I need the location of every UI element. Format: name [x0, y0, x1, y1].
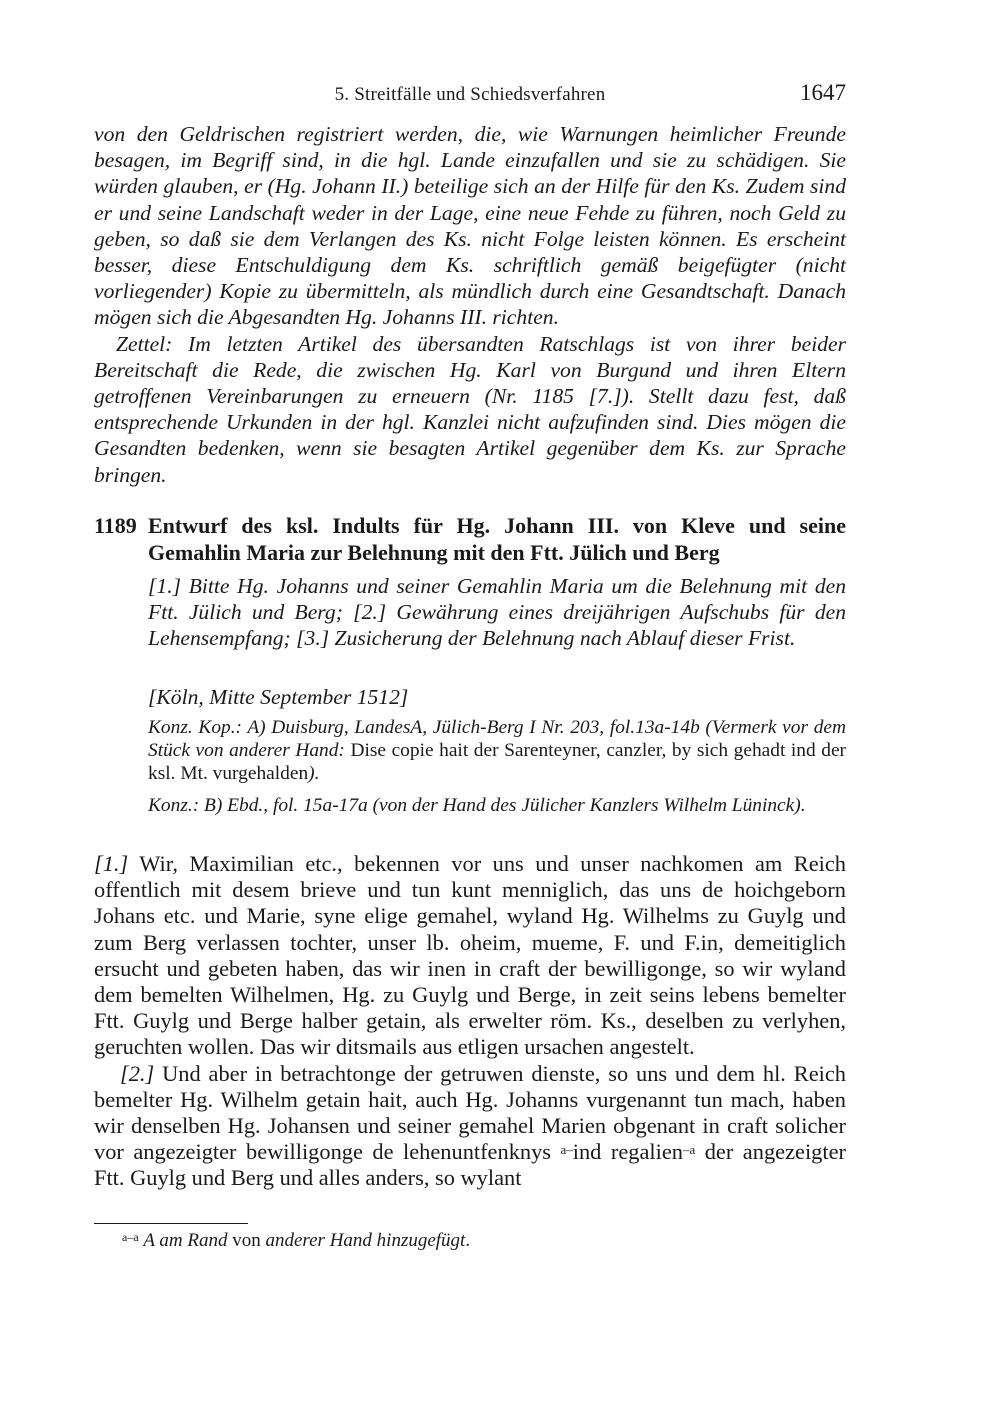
paragraph-2-text-b: ind regalien: [572, 1139, 683, 1165]
source-a: [148, 716, 846, 785]
section-title: 5. Streitfälle und Schiedsverfahren: [334, 84, 606, 105]
source-b: Konz.: B) Ebd., fol. 15a-17a (von der Hand des Jülicher Kanzlers Wilhelm Lüninck).: [148, 795, 806, 816]
paragraph-marker-1: [1.]: [94, 851, 129, 876]
paragraph-2-text-c: der angezeigter Ftt. Guylg und Berg und alles anders, so wylant: [94, 1139, 846, 1191]
entry-title: Entwurf des ksl. Indults für Hg. Johann III. von Kleve und seine Gemahlin Maria zur Belehnung mit den Ftt. Jülich und Berg: [148, 513, 846, 565]
footnote-text-3: anderer Hand hinzugefügt: [265, 1230, 466, 1251]
continuation-text: [94, 121, 846, 488]
text-paragraph-2: [94, 1061, 846, 1192]
source-a-label: Konz. Kop.: A) Duisburg, LandesA, Jülich-Berg I Nr. 203, fol.13a-14b (Vermerk vor dem Stück von anderer Hand:: [148, 717, 846, 761]
continuation-paragraph: von den Geldrischen registriert werden, die, wie Warnungen heimlicher Freunde besagen, im Begriff sind, in die hgl. Lande einzufallen und sie zu schädigen. Sie würden glauben, er (Hg. Johann II.) beteilige sich an der Hilfe für den Ks. Zudem sind er und seine Landschaft weder in der Lage, eine neue Fehde zu führen, noch Geld zu geben, so daß sie dem Verlangen des Ks. nicht Folge leisten können. Es erscheint besser, diese Entschuldigung dem Ks. schriftlich gemäß beigefügter (nicht vorliegender) Kopie zu übermitteln, als mündlich durch eine Gesandtschaft. Danach mögen sich die Abgesandten Hg. Johanns III. richten.: [94, 122, 846, 330]
footnote-a: [122, 1230, 722, 1252]
source-a-quote: Dise copie hait der Sarenteyner, canzler, by sich gehadt ind der ksl. Mt. vurgehalden: [148, 740, 847, 784]
entry-number: 1189: [94, 513, 137, 538]
footnote-mark-close: –a: [682, 1142, 696, 1158]
paragraph-1-text: Wir, Maximilian etc., bekennen vor uns und unser nachkomen am Reich offentlich mit desem brieve und tun kunt menniglich, das uns de hoichgeborn Johans etc. und Marie, syne elige gemahel, wyland Hg. Wilhelms zu Guylg und zum Berg verlassen tochter, unser lb. oheim, mueme, F. und F.in, demeitiglich ersucht und gebeten haben, das wir inen in craft der bewilligonge, so wir wyland dem bemelten Wilhelmen, Hg. zu Guylg und Berge, in zeit seins lebens bemelter Ftt. Guylg und Berge halber getain, als erwelter röm. Ks., deselben zu verlyhen, geruchten wollen. Das wir ditsmails aus etligen ursachen angestelt.: [94, 851, 846, 1060]
source-a-block: [148, 716, 846, 785]
footnote-mark-open: a–: [560, 1142, 573, 1158]
text-paragraph-1: [94, 851, 846, 1061]
paragraph-marker-2: [2.]: [120, 1060, 155, 1086]
entry-regest: [1.] Bitte Hg. Johanns und seiner Gemahlin Maria um die Belehnung mit den Ftt. Jülich und Berg; [2.] Gewährung eines dreijährigen Aufschubs für den Lehensempfang; [3.] Zusicherung der Belehnung nach Ablauf dieser Frist.: [148, 574, 846, 651]
page-number: 1647: [800, 80, 846, 105]
entry-date-block: [148, 684, 846, 710]
running-head: [94, 80, 846, 108]
footnote-rule: [94, 1223, 248, 1224]
zettel-paragraph: Zettel: Im letzten Artikel des übersandten Ratschlags ist von ihrer beider Bereitschaft die Rede, die zwischen Hg. Karl von Burgund und ihren Eltern getroffenen Vereinbarungen zu erneuern (Nr. 1185 [7.]). Stellt dazu fest, daß entsprechende Urkunden in der hgl. Kanzlei nicht aufzufinden sind. Dies mögen die Gesandten bedenken, wenn sie besagten Artikel gegenüber dem Ks. zur Sprache bringen.: [94, 331, 846, 487]
source-b-block: [148, 794, 846, 817]
footnote-text-1: A am Rand: [143, 1230, 228, 1251]
source-a-close: ).: [308, 763, 320, 784]
entry-heading: [94, 512, 846, 566]
footnote-text-2: von: [227, 1230, 266, 1251]
footnote-marker: a–a: [122, 1230, 139, 1244]
footnote-text-end: .: [465, 1230, 471, 1251]
edition-text: [94, 851, 846, 1192]
paragraph-2-text-a: Und aber in betrachtonge der getruwen dienste, so uns und dem hl. Reich bemelter Hg. Wilhelm getain hait, auch Hg. Johanns vurgenannt tun mach, haben wir denselben Hg. Johansen und seiner gemahel Marien obgenant in craft solicher vor angezeigter bewilligonge de lehenuntfenknys: [94, 1060, 846, 1165]
entry-date: [Köln, Mitte September 1512]: [148, 685, 409, 709]
entry-regest-block: [148, 573, 846, 652]
